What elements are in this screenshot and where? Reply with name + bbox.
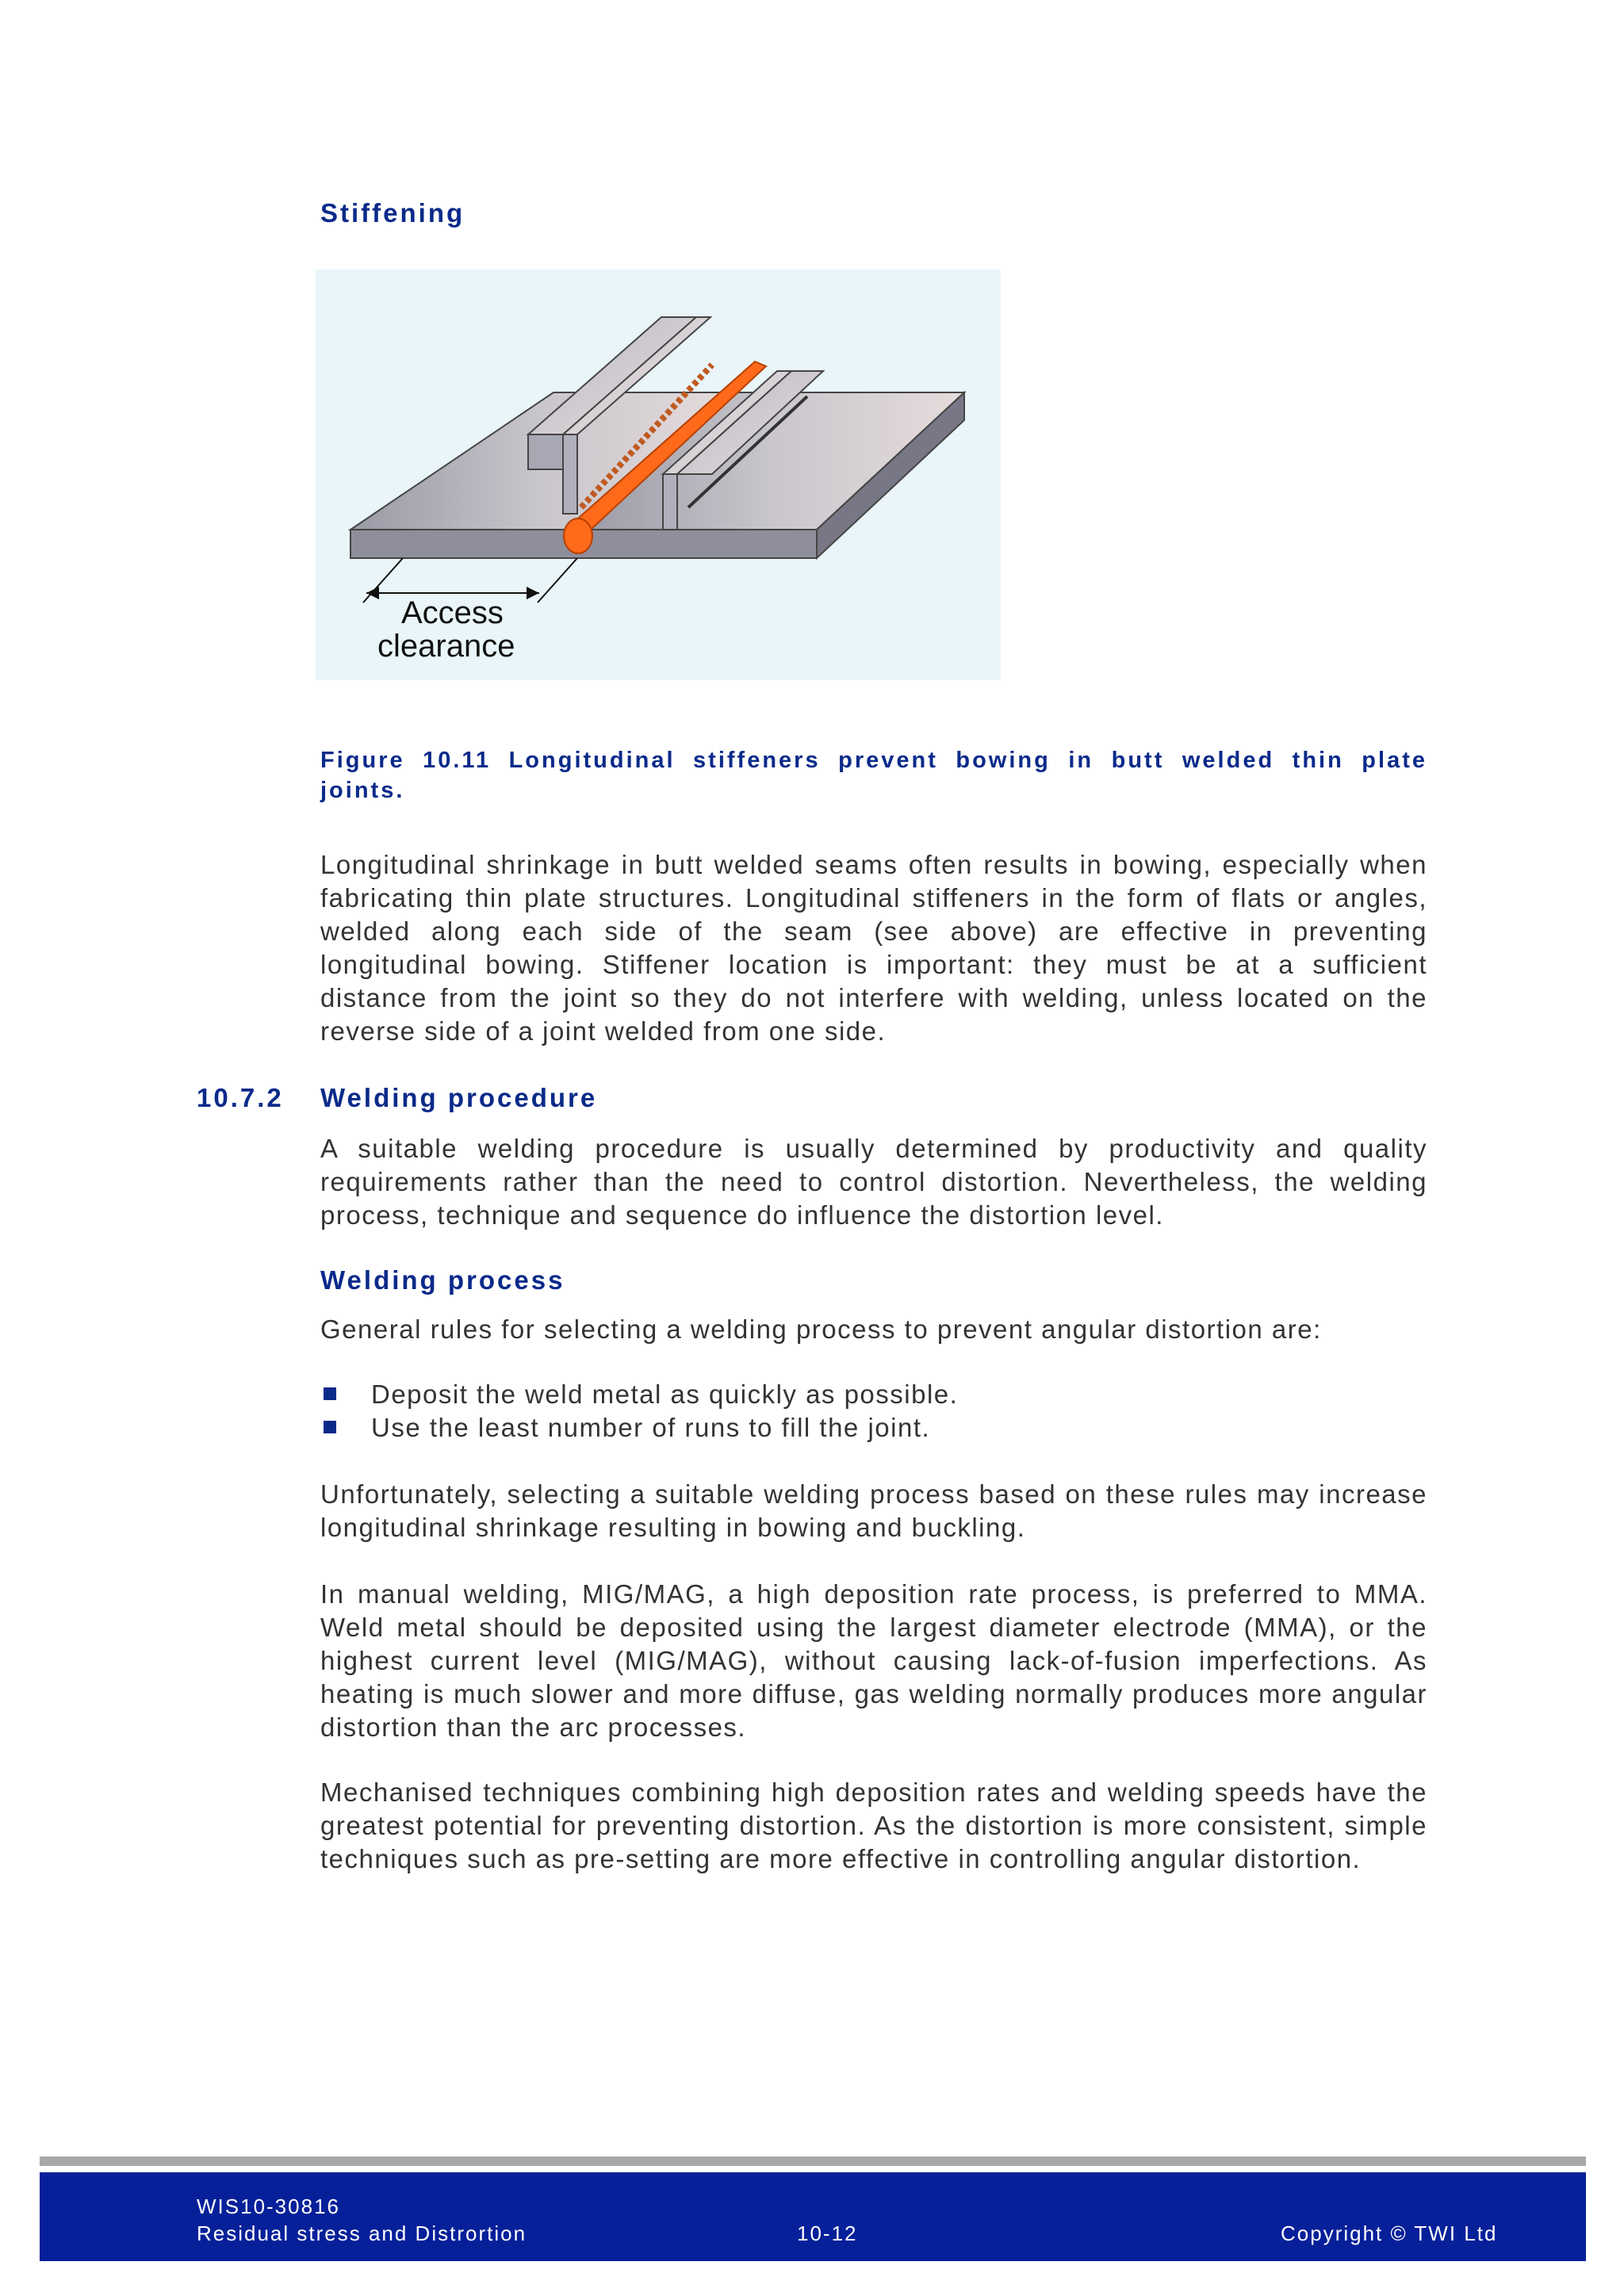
paragraph-procedure: A suitable welding procedure is usually determined by productivity and quality requirements rather than the need to control distortion. Nevertheless, the welding process, technique and sequence do influence the distortion level. xyxy=(320,1134,1427,1230)
left-stiffener-flange xyxy=(528,434,563,469)
footer-rule xyxy=(40,2156,1586,2166)
weld-bead-end xyxy=(564,519,592,553)
access-leader-left xyxy=(363,558,403,603)
list-item xyxy=(320,1411,1427,1445)
arrow-right xyxy=(527,587,539,599)
list-item-text: Use the least number of runs to fill the joint. xyxy=(371,1413,931,1442)
bullet-square-icon xyxy=(324,1387,336,1400)
access-label-line2: clearance xyxy=(377,629,515,664)
stiffener-illustration xyxy=(316,270,1001,680)
footer-doc-title: Residual stress and Distrortion xyxy=(197,2221,527,2245)
paragraph-unfortunately: Unfortunately, selecting a suitable welding process based on these rules may increase longitudinal shrinkage resulting in bowing and buckling. xyxy=(320,1479,1427,1542)
section-number: 10.7.2 xyxy=(197,1083,284,1112)
figure-caption: Figure 10.11 Longitudinal stiffeners prevent bowing in butt welded thin plate joints. xyxy=(320,748,1427,803)
access-leader-right xyxy=(538,558,577,603)
left-stiffener-upright xyxy=(563,434,577,514)
figure-stiffeners xyxy=(316,270,1001,680)
footer-copyright: Copyright © TWI Ltd xyxy=(1281,2221,1498,2245)
paragraph-stiffening: Longitudinal shrinkage in butt welded seams often results in bowing, especially when fabricating thin plate structures. Longitudinal stiffeners in the form of flats or angles, welded along each side of the seam (see above) are effective in preventing longitudinal bowing. Stiffener location is important: they must be at a sufficient distance from the joint so they do not interfere with welding, unless located on the reverse side of a joint welded from one side. xyxy=(320,850,1427,1046)
list-item-text: Deposit the weld metal as quickly as possible. xyxy=(371,1380,959,1409)
list-item xyxy=(320,1378,1427,1411)
rules-list xyxy=(320,1378,1427,1445)
access-label-line1: Access xyxy=(401,595,504,630)
subsection-welding-process: Welding process xyxy=(320,1265,565,1295)
paragraph-rules-intro: General rules for selecting a welding process to prevent angular distortion are: xyxy=(320,1314,1322,1344)
footer-bar xyxy=(40,2172,1586,2261)
footer-doc-id: WIS10-30816 xyxy=(197,2195,340,2218)
bullet-square-icon xyxy=(324,1421,336,1433)
section-heading-stiffening: Stiffening xyxy=(320,198,465,228)
section-title: Welding procedure xyxy=(320,1083,598,1112)
paragraph-manual-welding: In manual welding, MIG/MAG, a high deposition rate process, is preferred to MMA. Weld metal should be deposited using the largest diameter electrode (MMA), or the highest current level (MIG/MAG), without causing lack-of-fusion imperfections. As heating is much slower and more diffuse, gas welding normally produces more angular distortion than the arc processes. xyxy=(320,1579,1427,1742)
footer-page-number: 10-12 xyxy=(797,2221,858,2245)
right-stiffener-upright xyxy=(663,474,677,530)
paragraph-mechanised: Mechanised techniques combining high deposition rates and welding speeds have the greatest potential for preventing distortion. As the distortion is more consistent, simple techniques such as pre-setting are more effective in controlling angular distortion. xyxy=(320,1777,1427,1873)
